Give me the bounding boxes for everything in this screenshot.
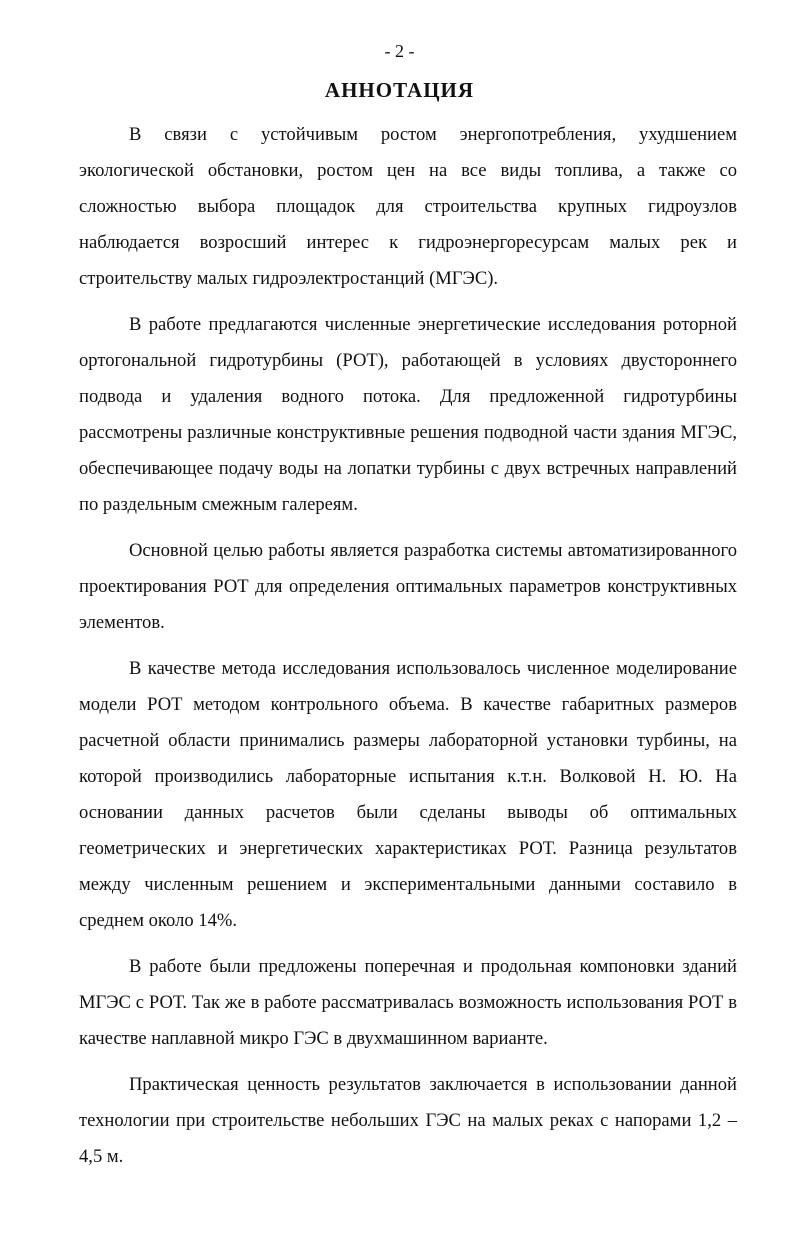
paragraph-research-summary: В работе предлагаются численные энергетические исследования роторной ортогональной гидротурбины (РОТ), работающей в условиях двустороннего подвода и удаления водного потока. Для предложенной гидротурбины рассмотрены различные конструктивные решения подводной части здания МГЭС, обеспечивающее подачу воды на лопатки турбины с двух встречных направлений по раздельным смежным галереям.: [79, 314, 737, 515]
paragraph-practical-value: Практическая ценность результатов заключается в использовании данной технологии при строительстве небольших ГЭС на малых реках с напорами 1,2 – 4,5 м.: [79, 1074, 737, 1167]
page-title: АННОТАЦИЯ: [324, 78, 475, 102]
page-number: - 2 -: [384, 41, 415, 61]
paragraph-goal: Основной целью работы является разработка системы автоматизированного проектирования РОТ для определения оптимальных параметров конструктивных элементов.: [79, 540, 737, 633]
paragraph-motivation: В связи с устойчивым ростом энергопотребления, ухудшением экологической обстановки, ростом цен на все виды топлива, а также со сложностью выбора площадок для строительства крупных гидроузлов наблюдается возросший интерес к гидроэнергоресурсам малых рек и строительству малых гидроэлектростанций (МГЭС).: [79, 124, 737, 289]
paragraph-layouts: В работе были предложены поперечная и продольная компоновки зданий МГЭС с РОТ. Так же в работе рассматривалась возможность использования РОТ в качестве наплавной микро ГЭС в двухмашинном варианте.: [79, 956, 737, 1049]
paragraph-method: В качестве метода исследования использовалось численное моделирование модели РОТ методом контрольного объема. В качестве габаритных размеров расчетной области принимались размеры лабораторной установки турбины, на которой производились лабораторные испытания к.т.н. Волковой Н. Ю. На основании данных расчетов были сделаны выводы об оптимальных геометрических и энергетических характеристиках РОТ. Разница результатов между численным решением и экспериментальными данными составило в среднем около 14%.: [79, 658, 737, 931]
abstract-body: [79, 117, 737, 1175]
